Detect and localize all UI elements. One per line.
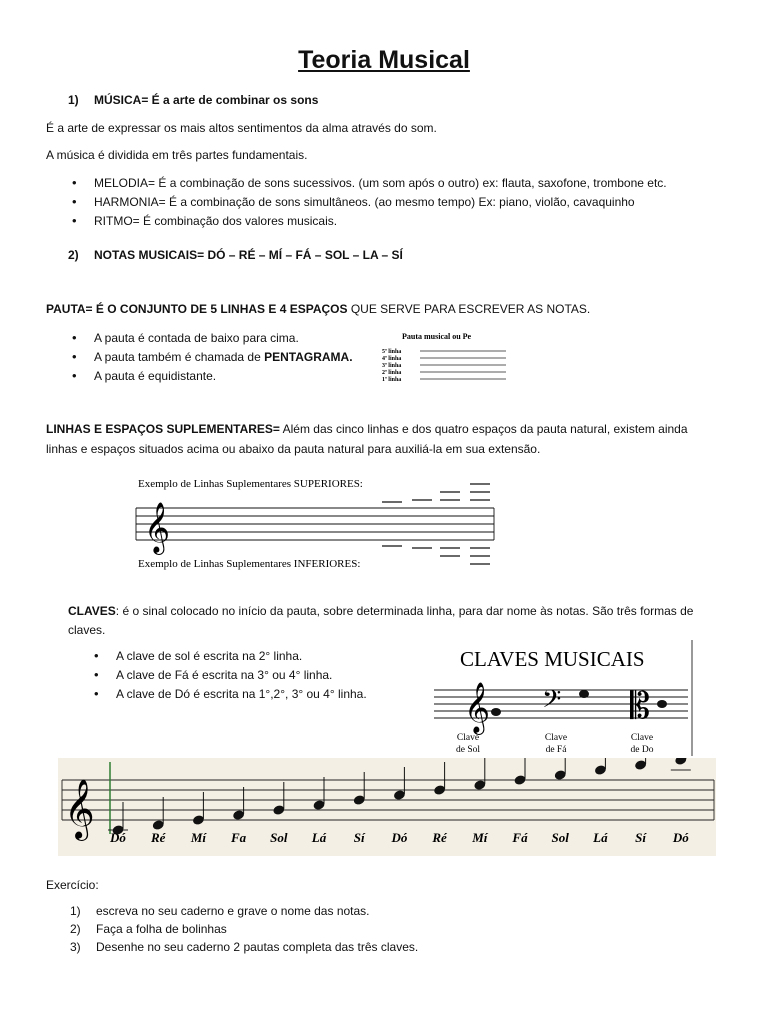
list-item: 3) Desenhe no seu caderno 2 pautas completa das três claves. xyxy=(70,940,419,954)
list-item: • RITMO= É combinação dos valores musicais. xyxy=(72,213,338,228)
caption-superiores: Exemplo de Linhas Suplementares SUPERIORES: xyxy=(138,478,363,490)
pauta-line-label: 3ª linha xyxy=(382,363,402,369)
pauta-rest: QUE SERVE PARA ESCREVER AS NOTAS. xyxy=(347,302,591,316)
list-item: • MELODIA= É a combinação de sons sucessivos. (um som após o outro) ex: flauta, saxofone, trombone etc. xyxy=(72,175,667,190)
parts-list xyxy=(72,175,667,232)
list-item: • A clave de Fá é escrita na 3° ou 4° linha. xyxy=(94,667,333,682)
note-name-label: Lá xyxy=(593,830,608,845)
section-1-number: 1) xyxy=(68,93,79,107)
clave-label: de Sol xyxy=(455,745,481,755)
clave-label: Clave xyxy=(630,733,654,743)
note-name-label: Ré xyxy=(432,830,447,845)
exercicio-list xyxy=(70,904,418,958)
pauta-line-label: 4ª linha xyxy=(382,356,402,362)
treble-clef-icon: 𝄞 xyxy=(464,683,491,732)
note-head xyxy=(491,708,501,716)
list-item: • A pauta também é chamada de PENTAGRAMA. xyxy=(72,349,353,364)
suplementares-text: Além das cinco linhas e dos quatro espaços da pauta natural, existem ainda linhas e espaços situados acima ou abaixo da pauta natural para auxiliá-la em sua extensão. xyxy=(46,422,688,456)
ledger-lines-superiores xyxy=(382,484,490,502)
exercicio-heading: Exercício: xyxy=(46,878,99,892)
section-1-heading xyxy=(68,93,318,107)
note-name-label: Fá xyxy=(512,830,528,845)
note-name-label: Mí xyxy=(472,830,488,845)
bass-clef-icon: 𝄢 xyxy=(542,686,562,719)
list-item: • HARMONIA= É a combinação de sons simultâneos. (ao mesmo tempo) Ex: piano, violão, cavaquinho xyxy=(72,194,635,209)
note-name-label: Sí xyxy=(353,830,365,845)
section-2-number: 2) xyxy=(68,248,79,262)
page-title: Teoria Musical xyxy=(298,46,470,74)
note-name-label: Dó xyxy=(391,830,408,845)
suplementares-definition xyxy=(46,419,722,459)
suplementares-label: LINHAS E ESPAÇOS SUPLEMENTARES= xyxy=(46,422,280,436)
note-head xyxy=(657,700,667,708)
section-2-title: NOTAS MUSICAIS= DÓ – RÉ – MÍ – FÁ – SOL – LA – SÍ xyxy=(94,248,403,262)
list-item: • A clave de sol é escrita na 2° linha. xyxy=(94,648,303,663)
pauta-line-label: 1ª linha xyxy=(382,377,402,383)
paragraph-three-parts: A música é dividida em três partes fundamentais. xyxy=(46,148,308,162)
note-name-label: Dó xyxy=(672,830,689,845)
list-item: • A pauta é equidistante. xyxy=(72,368,217,383)
claves-figure xyxy=(426,638,698,758)
pauta-line-label: 2ª linha xyxy=(382,370,402,376)
claves-text: : é o sinal colocado no início da pauta, sobre determinada linha, para dar nome às notas. São três formas de claves. xyxy=(68,604,694,637)
note-name-label: Sol xyxy=(270,830,288,845)
pauta-label: PAUTA= É O CONJUNTO DE 5 LINHAS E 4 ESPAÇOS xyxy=(46,302,348,316)
pauta-figure-caption: Pauta musical ou Pe xyxy=(402,332,472,341)
claves-label: CLAVES xyxy=(68,604,116,618)
clave-label: de Do xyxy=(630,745,654,755)
note-name-label: Ré xyxy=(150,830,166,845)
clave-label: Clave xyxy=(456,733,480,743)
note-name-label: Lá xyxy=(311,830,327,845)
suplementares-figure xyxy=(132,472,502,574)
list-item: • A pauta é contada de baixo para cima. xyxy=(72,330,299,345)
treble-clef-icon: 𝄞 xyxy=(64,781,95,838)
pauta-figure xyxy=(378,330,510,384)
ledger-lines-inferiores xyxy=(382,546,490,564)
clave-label: Clave xyxy=(544,733,568,743)
note-name-label: Mí xyxy=(190,830,206,845)
list-item: • A clave de Dó é escrita na 1°,2°, 3° ou 4° linha. xyxy=(94,686,367,701)
note-head xyxy=(579,690,589,698)
claves-list xyxy=(94,648,367,705)
note-name-label: Fa xyxy=(231,830,247,845)
scale-figure xyxy=(58,758,716,856)
list-item: 2) Faça a folha de bolinhas xyxy=(70,922,227,936)
staff-lines xyxy=(136,508,494,540)
section-2-heading xyxy=(68,248,403,262)
treble-clef-icon: 𝄞 xyxy=(144,503,171,552)
pauta-list xyxy=(72,330,353,387)
claves-definition xyxy=(68,602,728,640)
section-1-title: MÚSICA= É a arte de combinar os sons xyxy=(94,93,319,107)
clave-label: de Fá xyxy=(545,745,567,755)
note-name-label: Dó xyxy=(110,830,126,845)
list-item: 1) escreva no seu caderno e grave o nome das notas. xyxy=(70,904,370,918)
note-name-label: Sí xyxy=(635,830,647,845)
claves-figure-title: CLAVES MUSICAIS xyxy=(460,647,645,671)
paragraph-musica-definition: É a arte de expressar os mais altos sentimentos da alma através do som. xyxy=(46,121,437,135)
note-name-label: Sol xyxy=(551,830,569,845)
pauta-line-label: 5ª linha xyxy=(382,349,402,355)
alto-clef-icon: 𝄡 xyxy=(630,686,651,726)
pauta-definition xyxy=(46,302,590,316)
caption-inferiores: Exemplo de Linhas Suplementares INFERIORES: xyxy=(138,558,361,570)
